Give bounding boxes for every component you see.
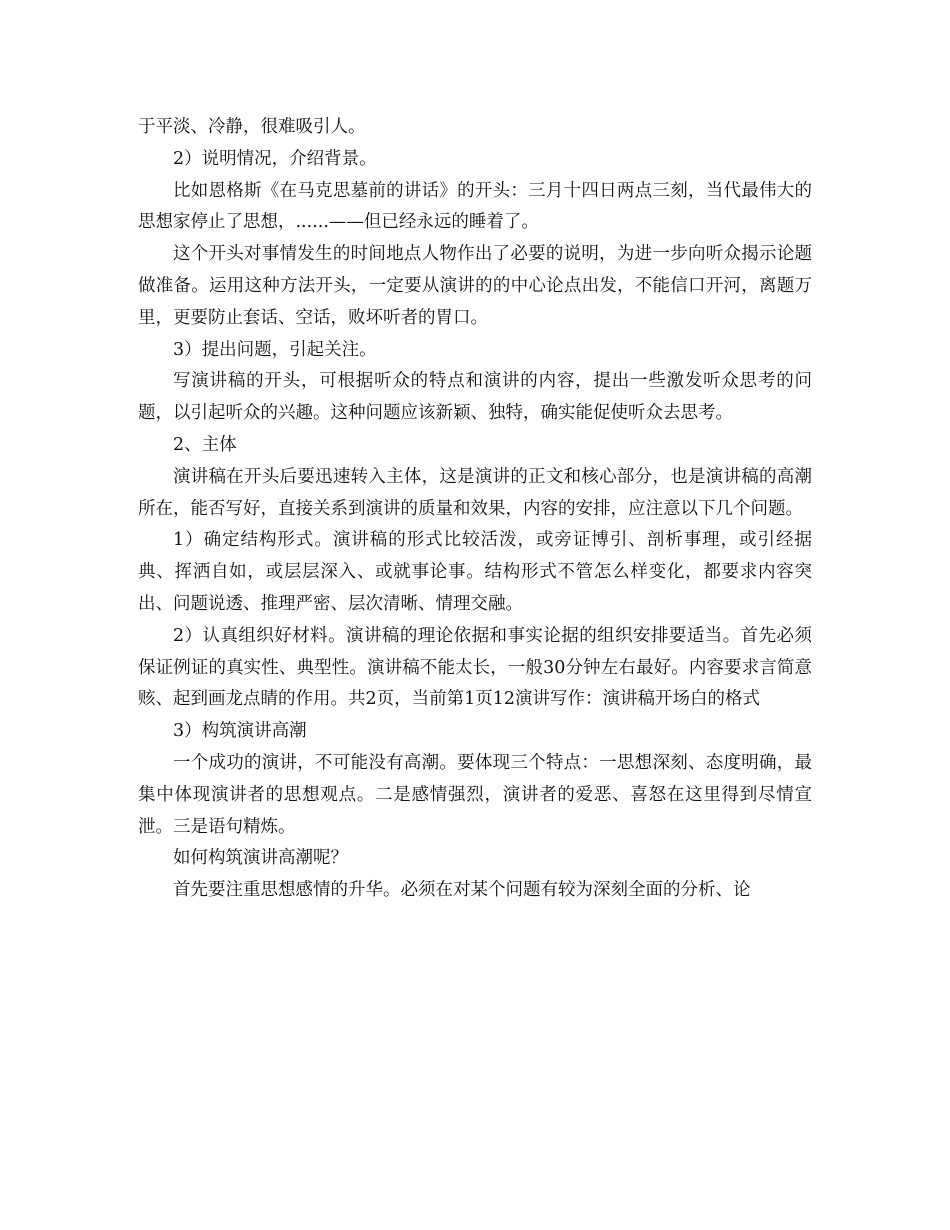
document-page [138,112,812,907]
paragraph: 演讲稿在开头后要迅速转入主体，这是演讲的正文和核心部分，也是演讲稿的高潮所在，能否写好，直接关系到演讲的质量和效果，内容的安排，应注意以下几个问题。 [138,466,812,519]
paragraph: 首先要注重思想感情的升华。必须在对某个问题有较为深刻全面的分析、论 [173,880,751,901]
paragraph: 这个开头对事情发生的时间地点人物作出了必要的说明，为进一步向听众揭示论题做准备。运用这种方法开头，一定要从演讲的的中心论点出发，不能信口开河，离题万里，更要防止套话、空话，败坏听者的胃口。 [138,244,812,328]
section-heading: 2、主体 [173,434,237,455]
paragraph: 2）认真组织好材料。演讲稿的理论依据和事实论据的组织安排要适当。首先必须保证例证的真实性、典型性。演讲稿不能太长，一般30分钟左右最好。内容要求言简意赅、起到画龙点睛的作用。共2页，当前第1页12演讲写作：演讲稿开场白的格式 [138,625,812,710]
paragraph: 一个成功的演讲，不可能没有高潮。要体现三个特点：一思想深刻、态度明确，最集中体现演讲者的思想观点。二是感情强烈，演讲者的爱恶、喜怒在这里得到尽情宣泄。三是语句精炼。 [138,752,812,837]
section-heading: 3）构筑演讲高潮 [173,721,307,742]
paragraph: 如何构筑演讲高潮呢？ [173,848,348,869]
paragraph: 比如恩格斯《在马克思墓前的讲话》的开头：三月十四日两点三刻，当代最伟大的思想家停止了思想，......——但已经永远的睡着了。 [138,180,812,233]
paragraph: 于平淡、冷静，很难吸引人。 [138,117,366,137]
paragraph: 写演讲稿的开头，可根据听众的特点和演讲的内容，提出一些激发听众思考的问题，以引起听众的兴趣。这种问题应该新颖、独特，确实能促使听众去思考。 [138,371,812,424]
section-heading: 2）说明情况，介绍背景。 [173,148,377,169]
paragraph: 1）确定结构形式。演讲稿的形式比较活泼，或旁证博引、剖析事理，或引经据典、挥洒自如，或层层深入、或就事论事。结构形式不管怎么样变化，都要求内容突出、问题说透、推理严密、层次清晰、情理交融。 [138,530,812,614]
section-heading: 3）提出问题，引起关注。 [173,339,377,360]
